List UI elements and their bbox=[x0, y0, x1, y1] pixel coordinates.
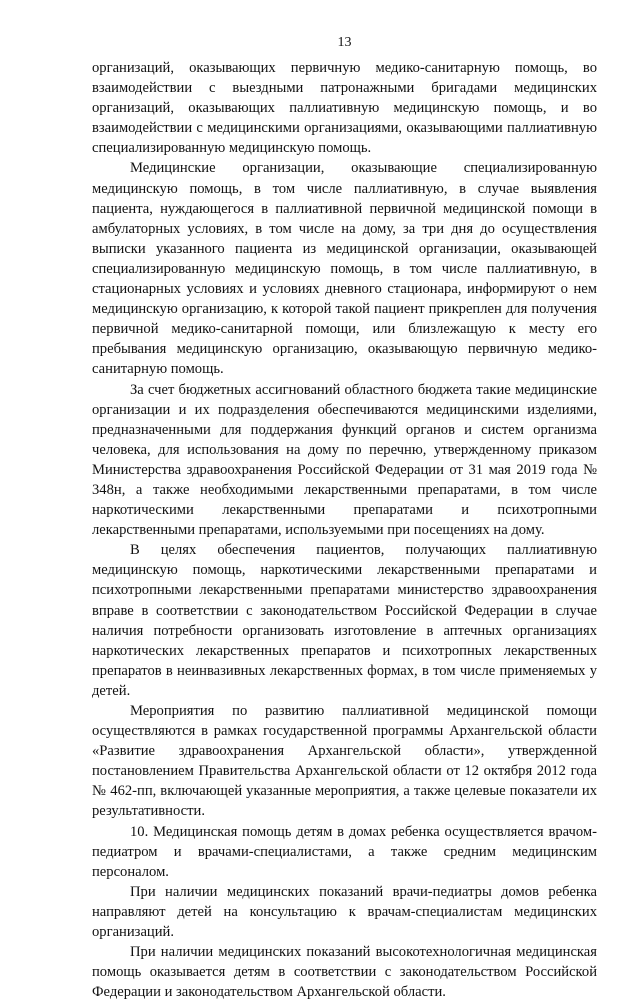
paragraph-specialized-care: Медицинские организации, оказывающие специализированную медицинскую помощь, в том числе паллиативную, в случае выявления пациента, нуждающегося в паллиативной первичной медицинской помощи в амбулаторных условиях, в том числе на дому, за три дня до осуществления выписки указанного пациента из медицинской организации, оказывающей специализированную медицинскую помощь, в том числе паллиативную, в стационарных условиях и условиях дневного стационара, информируют о нем медицинскую организацию, к которой такой пациент прикреплен для получения первичной медико-санитарной помощи, или близлежащую к месту его пребывания медицинскую организацию, оказывающую первичную медико-санитарную помощь. bbox=[92, 160, 597, 378]
paragraph-orphanage-care: 10. Медицинская помощь детям в домах ребенка осуществляется врачом-педиатром и врачами-специалистами, а также средним медицинским персоналом. bbox=[92, 823, 597, 880]
paragraph-budget-funding: За счет бюджетных ассигнований областного бюджета такие медицинские организации и их подразделения обеспечиваются медицинскими изделиями, предназначенными для поддержания функций органов и систем организма человека, для использования на дому по перечню, утвержденному приказом Министерства здравоохранения Российской Федерации от 31 мая 2019 года № 348н, а также необходимыми лекарственными препаратами, в том числе наркотическими лекарственными препаратами и психотропными лекарственными препаратами, используемыми при посещениях на дому. bbox=[92, 381, 597, 539]
paragraph-continuation: организаций, оказывающих первичную медико-санитарную помощь, во взаимодействии с выездными патронажными бригадами медицинских организаций, оказывающих паллиативную медицинскую помощь, и во взаимодействии с медицинскими организациями, оказывающими паллиативную специализированную медицинскую помощь. bbox=[92, 60, 597, 157]
document-page bbox=[92, 0, 597, 1002]
paragraph-state-program: Мероприятия по развитию паллиативной медицинской помощи осуществляются в рамках государственной программы Архангельской области «Развитие здравоохранения Архангельской области», утвержденной постановлением Правительства Архангельской области от 12 октября 2012 года № 462-пп, включающей указанные мероприятия, а также целевые показатели их результативности. bbox=[92, 703, 597, 820]
paragraph-high-tech-care: При наличии медицинских показаний высокотехнологичная медицинская помощь оказывается детям в соответствии с законодательством Российской Федерации и законодательством Архангельской области. bbox=[92, 944, 597, 1001]
paragraph-consultation: При наличии медицинских показаний врачи-педиатры домов ребенка направляют детей на консультацию к врачам-специалистам медицинских организаций. bbox=[92, 883, 597, 941]
paragraph-narcotic-drugs: В целях обеспечения пациентов, получающих паллиативную медицинскую помощь, наркотическими лекарственными препаратами и психотропными лекарственными препаратами министерство здравоохранения вправе в соответствии с законодательством Российской Федерации в случае наличия потребности организовать изготовление в аптечных организациях наркотических лекарственных препаратов и психотропных лекарственных препаратов в неинвазивных лекарственных формах, в том числе применяемых у детей. bbox=[92, 542, 597, 699]
page-number: 13 bbox=[337, 35, 352, 50]
